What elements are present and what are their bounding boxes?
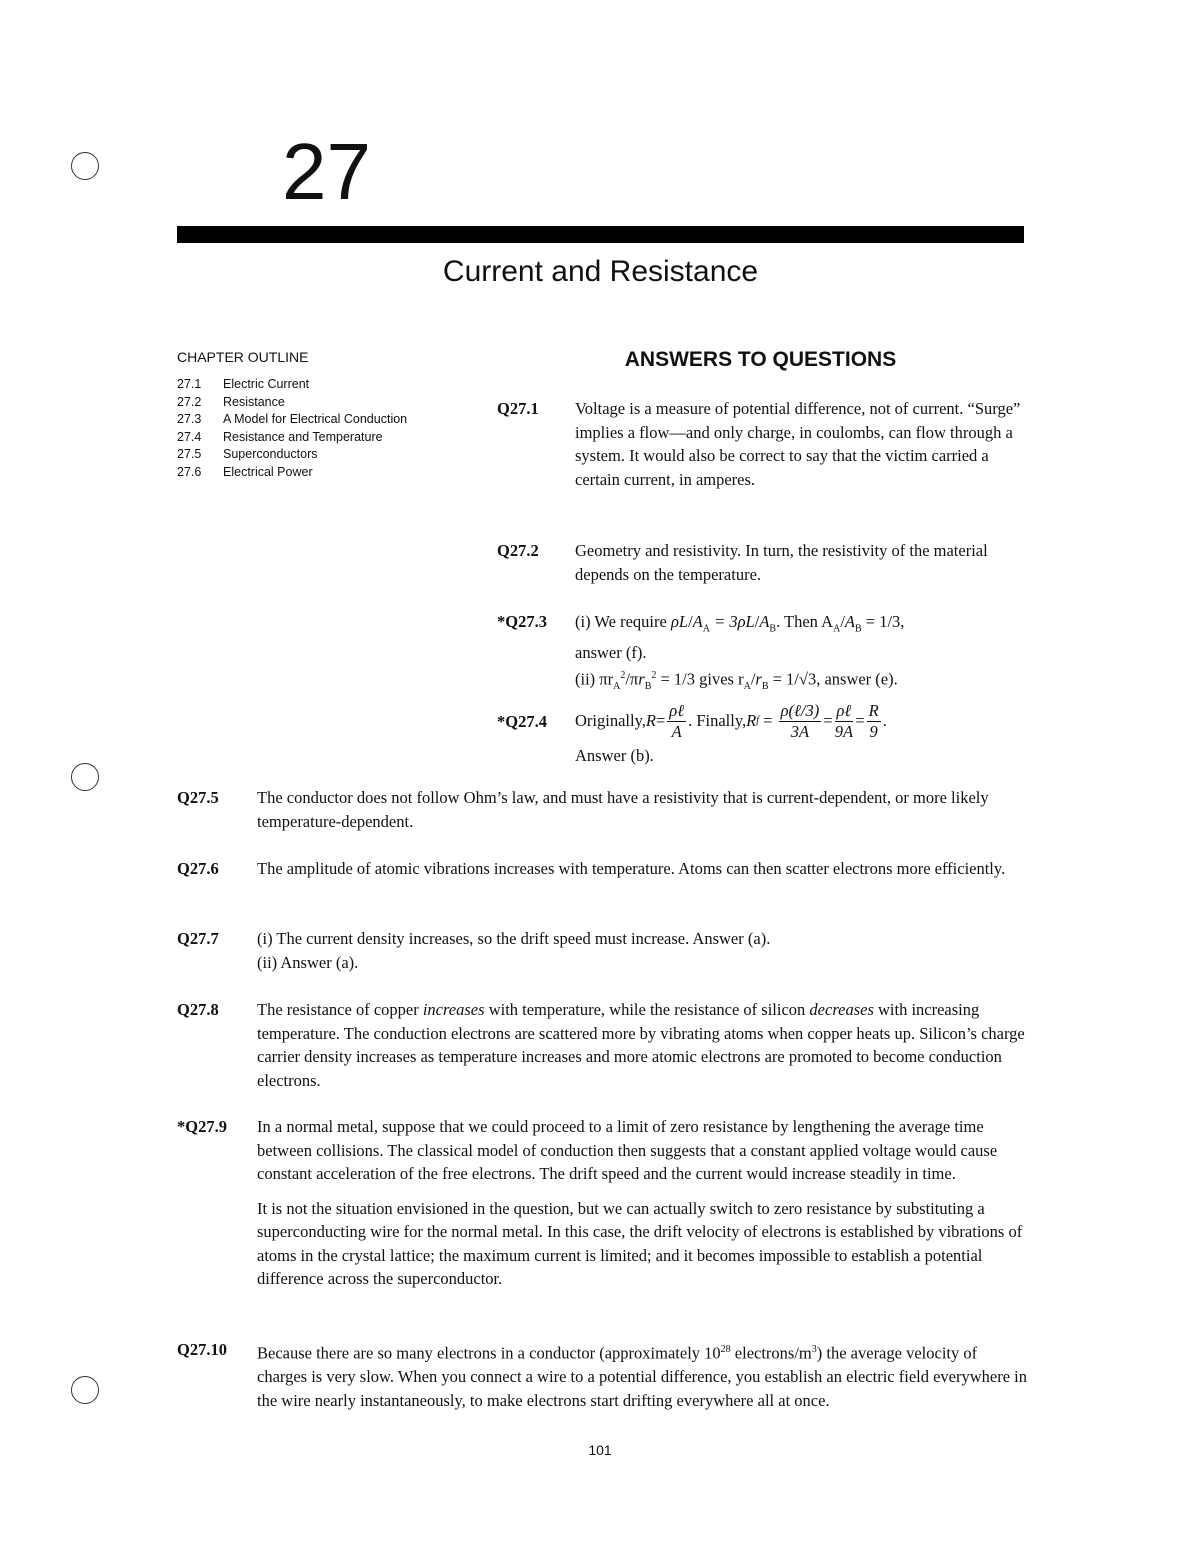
fraction: $\frac{R}{9}$ <box>868 700 879 741</box>
fraction: $\frac{\text{ρℓ}}{9A}$ <box>834 700 854 741</box>
answer-result: Answer (b). <box>575 746 654 765</box>
question-label: Q27.8 <box>177 1000 219 1019</box>
answer-part-ii: (ii) $\pi r_A^2/\pi r_B^2 = 1/3$ gives $r_A/r_B = 1/√3$, answer (e). <box>575 669 898 693</box>
question-answer: The conductor does not follow Ohm’s law, and must have a resistivity that is current-dependent, or more likely temperature-dependent. <box>257 788 989 831</box>
question-label: Q27.5 <box>177 788 219 807</box>
question-label: Q27.1 <box>497 399 539 418</box>
question-label: Q27.7 <box>177 929 219 948</box>
binder-hole-bottom <box>71 1376 99 1404</box>
question-answer <box>575 610 1025 699</box>
question-answer: In a normal metal, suppose that we could proceed to a limit of zero resistance by lengthening the average time between collisions. The classical model of conduction then suggests that a constant applied voltage would cause constant acceleration of the free electrons. The drift speed and the current would increase steadily in time. It is not the situation envisioned in the question, but we can actually switch to zero resistance by substituting a superconducting wire for the normal metal. In this case, the drift velocity of electrons is established by vibrations of atoms in the crystal lattice; the maximum current is limited; and it becomes impossible to establish a potential difference across the superconductor. <box>257 1117 1023 1288</box>
question-answer: The amplitude of atomic vibrations increases with temperature. Atoms can then scatter electrons more efficiently. <box>257 859 1006 878</box>
answer-part-i-result: answer (f). <box>575 642 647 662</box>
equation: Originally, R = $\frac{\text{ρℓ}}{A}$ . Finally, R f = $\frac{\text{ρ(ℓ/3)}}{3A}$ = $\frac{\text{ρℓ}}{9A}$ = $\frac{R}{9}$ . <box>575 700 887 741</box>
question-answer: (i) The current density increases, so the drift speed must increase. Answer (a). (ii) Answer (a). <box>257 929 771 972</box>
question-label: *Q27.3 <box>497 612 547 631</box>
outline-item: 27.3 A Model for Electrical Conduction <box>177 412 408 426</box>
outline-heading: CHAPTER OUTLINE <box>177 349 309 365</box>
question-label: Q27.6 <box>177 859 219 878</box>
question-answer: Because there are so many electrons in a conductor (approximately $10^{28}$ electrons/$m^3$) the average velocity of charges is very slow. When you connect a wire to a potential difference, you establish an electric field everywhere in the wire nearly instantaneously, to make electrons start drifting everywhere all at once. <box>257 1343 1028 1410</box>
outline-item: 27.6 Electrical Power <box>177 464 313 479</box>
chapter-title: Current and Resistance <box>442 255 759 288</box>
answer-part-i: (i) We require $\rho L/A_A = 3\rho L/A_B$. Then $A_A/A_B = 1/3$, <box>575 612 905 635</box>
outline-item: 27.4 Resistance and Temperature <box>177 429 383 444</box>
fraction: $\frac{\text{ρ(ℓ/3)}}{3A}$ <box>780 700 820 741</box>
page-number: 101 <box>588 1442 612 1458</box>
outline-item: 27.1 Electric Current <box>177 377 310 391</box>
question-answer: Geometry and resistivity. In turn, the resistivity of the material depends on the temperature. <box>575 541 988 584</box>
binder-hole-top <box>71 152 99 180</box>
fraction: $\frac{\text{ρℓ}}{A}$ <box>669 700 685 741</box>
question-label: Q27.2 <box>497 541 539 560</box>
chapter-rule <box>177 226 1024 243</box>
binder-hole-middle <box>71 763 99 791</box>
question-label: *Q27.9 <box>177 1117 227 1136</box>
question-answer <box>575 698 1025 768</box>
question-label: Q27.10 <box>177 1340 227 1359</box>
question-label: *Q27.4 <box>497 712 547 731</box>
question-answer: The resistance of copper increases with temperature, while the resistance of silicon decreases with increasing temperature. The conduction electrons are scattered more by vibrating atoms when copper heats up. Silicon’s charge carrier density increases as temperature increases and more atomic electrons are promoted to become conduction electrons. <box>257 1000 1025 1090</box>
chapter-number: 27 <box>282 127 371 216</box>
answers-heading: ANSWERS TO QUESTIONS <box>624 348 897 371</box>
outline-item: 27.5 Superconductors <box>177 447 318 461</box>
question-answer: Voltage is a measure of potential difference, not of current. “Surge” implies a flow—and only charge, in coulombs, can flow through a system. It would also be correct to say that the victim carried a certain current, in amperes. <box>575 399 1021 489</box>
chapter-outline <box>177 377 407 482</box>
outline-item: 27.2 Resistance <box>177 394 285 409</box>
